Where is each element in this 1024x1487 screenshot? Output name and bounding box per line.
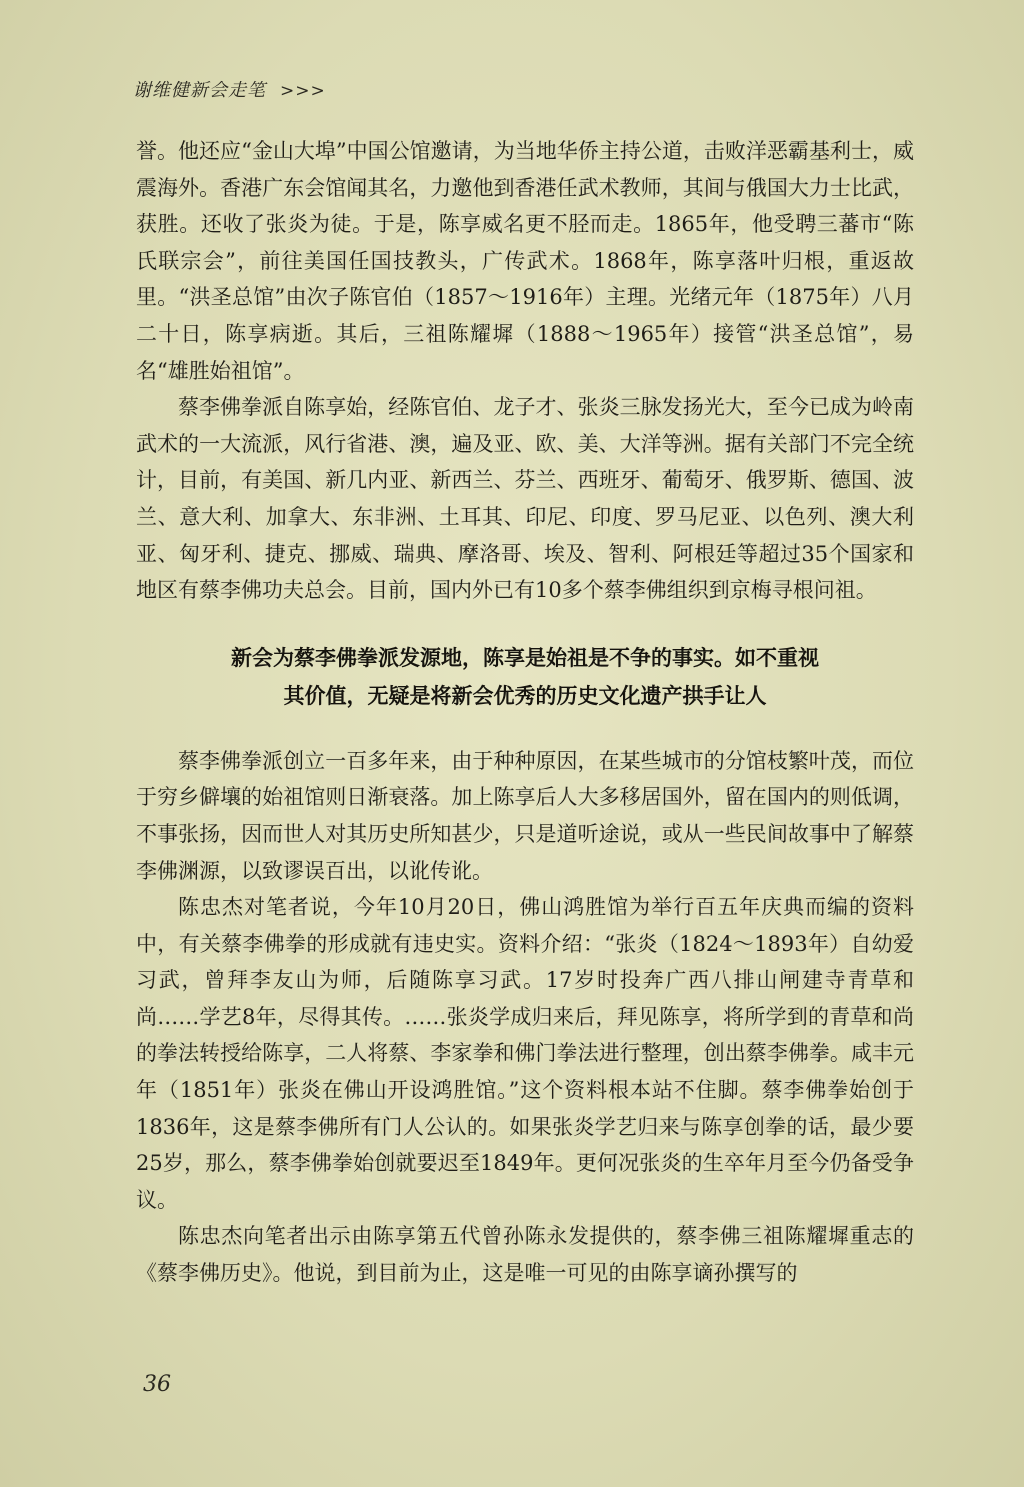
section-heading bbox=[136, 639, 914, 715]
body-text bbox=[136, 133, 914, 1292]
paragraph: 陈忠杰对笔者说，今年10月20日，佛山鸿胜馆为举行百五年庆典而编的资料中，有关蔡李佛拳的形成就有违史实。资料介绍：“张炎（1824～1893年）自幼爱习武，曾拜李友山为师，后随陈享习武。17岁时投奔广西八排山闸建寺青草和尚……学艺8年，尽得其传。……张炎学成归来后，拜见陈享，将所学到的青草和尚的拳法转授给陈享，二人将蔡、李家拳和佛门拳法进行整理，创出蔡李佛拳。咸丰元年（1851年）张炎在佛山开设鸿胜馆。”这个资料根本站不住脚。蔡李佛拳始创于1836年，这是蔡李佛所有门人公认的。如果张炎学艺归来与陈享创拳的话，最少要25岁，那么，蔡李佛拳始创就要迟至1849年。更何况张炎的生卒年月至今仍备受争议。 bbox=[136, 895, 914, 1212]
paragraph-continued: 誉。他还应“金山大埠”中国公馆邀请，为当地华侨主持公道，击败洋恶霸基利士，威震海外。香港广东会馆闻其名，力邀他到香港任武术教师，其间与俄国大力士比武，获胜。还收了张炎为徒。于是，陈享威名更不胫而走。1865年，他受聘三蕃市“陈氏联宗会”，前往美国任国技教头，广传武术。1868年，陈享落叶归根，重返故里。“洪圣总馆”由次子陈官伯（1857～1916年）主理。光绪元年（1875年）八月二十日，陈享病逝。其后，三祖陈耀墀（1888～1965年）接管“洪圣总馆”，易名“雄胜始祖馆”。 bbox=[136, 139, 914, 383]
page-number: 36 bbox=[143, 1372, 171, 1397]
paragraph: 蔡李佛拳派创立一百多年来，由于种种原因，在某些城市的分馆枝繁叶茂，而位于穷乡僻壤的始祖馆则日渐衰落。加上陈享后人大多移居国外，留在国内的则低调，不事张扬，因而世人对其历史所知甚少，只是道听途说，或从一些民间故事中了解蔡李佛渊源，以致谬误百出，以讹传讹。 bbox=[136, 748, 914, 883]
paragraph: 陈忠杰向笔者出示由陈享第五代曾孙陈永发提供的，蔡李佛三祖陈耀墀重志的《蔡李佛历史》。他说，到目前为止，这是唯一可见的由陈享谪孙撰写的 bbox=[136, 1224, 914, 1286]
running-head bbox=[133, 76, 326, 102]
running-head-title: 谢维健新会走笔 bbox=[133, 80, 266, 101]
section-heading-line: 新会为蔡李佛拳派发源地，陈享是始祖是不争的事实。如不重视 bbox=[231, 645, 819, 670]
section-heading-line: 其价值，无疑是将新会优秀的历史文化遗产拱手让人 bbox=[283, 683, 767, 708]
paragraph: 蔡李佛拳派自陈享始，经陈官伯、龙子才、张炎三脉发扬光大，至今已成为岭南武术的一大流派，风行省港、澳，遍及亚、欧、美、大洋等洲。据有关部门不完全统计，目前，有美国、新几内亚、新西兰、芬兰、西班牙、葡萄牙、俄罗斯、德国、波兰、意大利、加拿大、东非洲、土耳其、印尼、印度、罗马尼亚、以色列、澳大利亚、匈牙利、捷克、挪威、瑞典、摩洛哥、埃及、智利、阿根廷等超过35个国家和地区有蔡李佛功夫总会。目前，国内外已有10多个蔡李佛组织到京梅寻根问祖。 bbox=[136, 395, 914, 603]
running-head-arrows: >>> bbox=[280, 81, 326, 101]
